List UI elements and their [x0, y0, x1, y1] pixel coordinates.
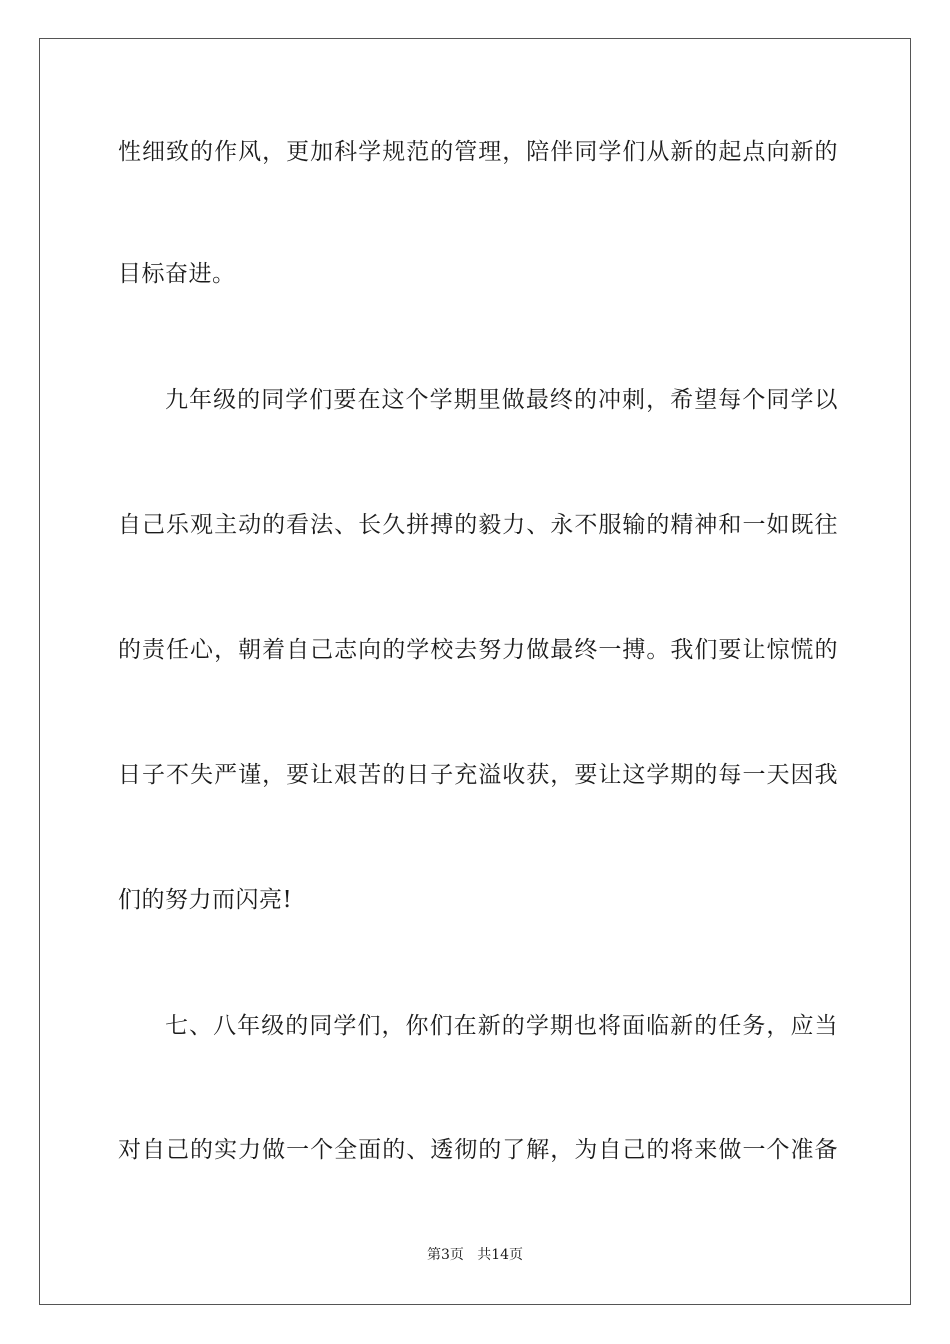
text-line-6: 日子不失严谨，要让艰苦的日子充溢收获，要让这学期的每一天因我: [118, 762, 838, 788]
page-number-footer: 第3页 共14页: [426, 1247, 524, 1263]
text-line-1: 性细致的作风，更加科学规范的管理，陪伴同学们从新的起点向新的: [118, 139, 838, 165]
text-line-4: 自己乐观主动的看法、长久拼搏的毅力、永不服输的精神和一如既往: [118, 512, 838, 538]
text-line-5: 的责任心，朝着自己志向的学校去努力做最终一搏。我们要让惊慌的: [118, 637, 838, 663]
text-line-9: 对自己的实力做一个全面的、透彻的了解，为自己的将来做一个准备: [118, 1137, 838, 1163]
paragraph-start-line-8: 七、八年级的同学们，你们在新的学期也将面临新的任务，应当: [165, 1013, 838, 1039]
text-line-7: 们的努力而闪亮!: [118, 887, 293, 913]
page-border: [39, 38, 911, 1305]
text-line-2: 目标奋进。: [118, 261, 236, 287]
paragraph-start-line-3: 九年级的同学们要在这个学期里做最终的冲刺，希望每个同学以: [165, 387, 838, 413]
